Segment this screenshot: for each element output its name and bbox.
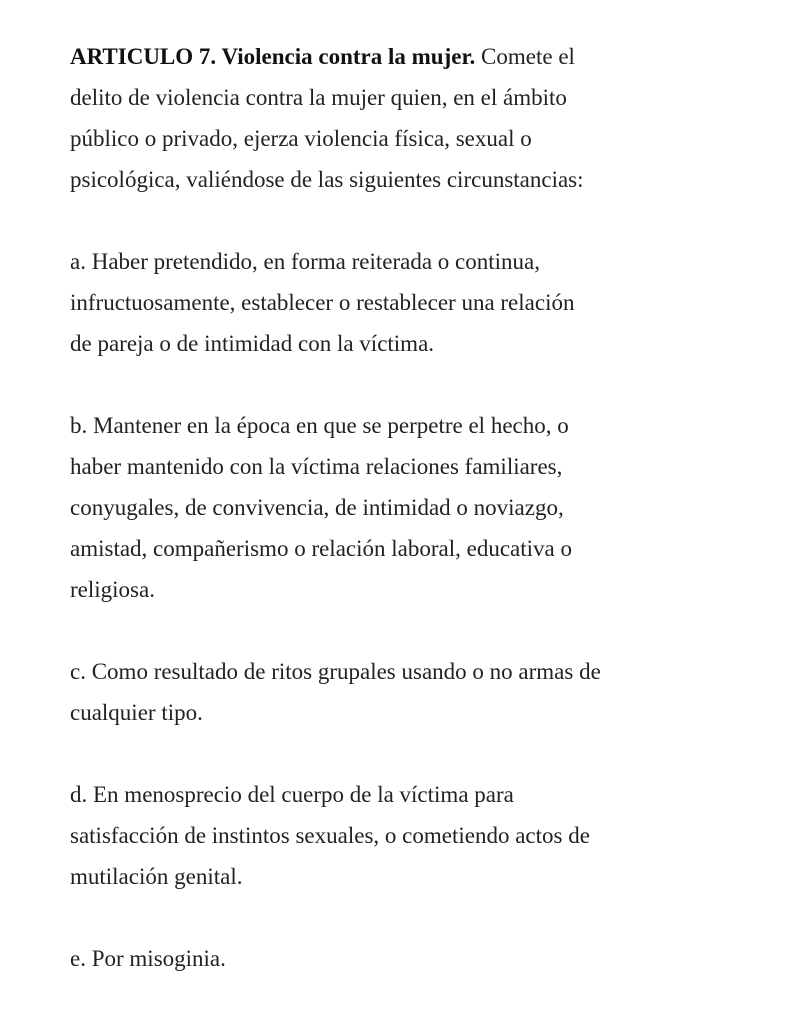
item-b-line: haber mantenido con la víctima relaciones familiares,	[70, 454, 563, 479]
item-b-line: amistad, compañerismo o relación laboral, educativa o	[70, 536, 572, 561]
item-e	[70, 938, 770, 979]
intro-line-1	[70, 36, 770, 77]
item-d-line: satisfacción de instintos sexuales, o cometiendo actos de	[70, 823, 590, 848]
document-body	[70, 36, 770, 1020]
item-b	[70, 405, 770, 610]
item-c	[70, 651, 770, 733]
item-d-line: d. En menosprecio del cuerpo de la víctima para	[70, 782, 514, 807]
item-b-line: conyugales, de convivencia, de intimidad o noviazgo,	[70, 495, 564, 520]
intro-line-4: psicológica, valiéndose de las siguientes circunstancias:	[70, 167, 584, 192]
item-a-line: infructuosamente, establecer o restablecer una relación	[70, 290, 575, 315]
item-b-line: b. Mantener en la época en que se perpetre el hecho, o	[70, 413, 569, 438]
item-e-line: e. Por misoginia.	[70, 946, 226, 971]
item-a-line: de pareja o de intimidad con la víctima.	[70, 331, 435, 356]
item-c-line: c. Como resultado de ritos grupales usando o no armas de	[70, 659, 601, 684]
intro-text: Comete el	[475, 44, 575, 69]
item-c-line: cualquier tipo.	[70, 700, 203, 725]
intro-line-2: delito de violencia contra la mujer quien, en el ámbito	[70, 85, 567, 110]
item-a-line: a. Haber pretendido, en forma reiterada o continua,	[70, 249, 541, 274]
intro-line-3: público o privado, ejerza violencia física, sexual o	[70, 126, 532, 151]
item-b-line: religiosa.	[70, 577, 155, 602]
item-a	[70, 241, 770, 364]
article-intro	[70, 36, 770, 200]
article-heading: ARTICULO 7. Violencia contra la mujer.	[70, 44, 476, 69]
item-d	[70, 774, 770, 897]
item-d-line: mutilación genital.	[70, 864, 243, 889]
